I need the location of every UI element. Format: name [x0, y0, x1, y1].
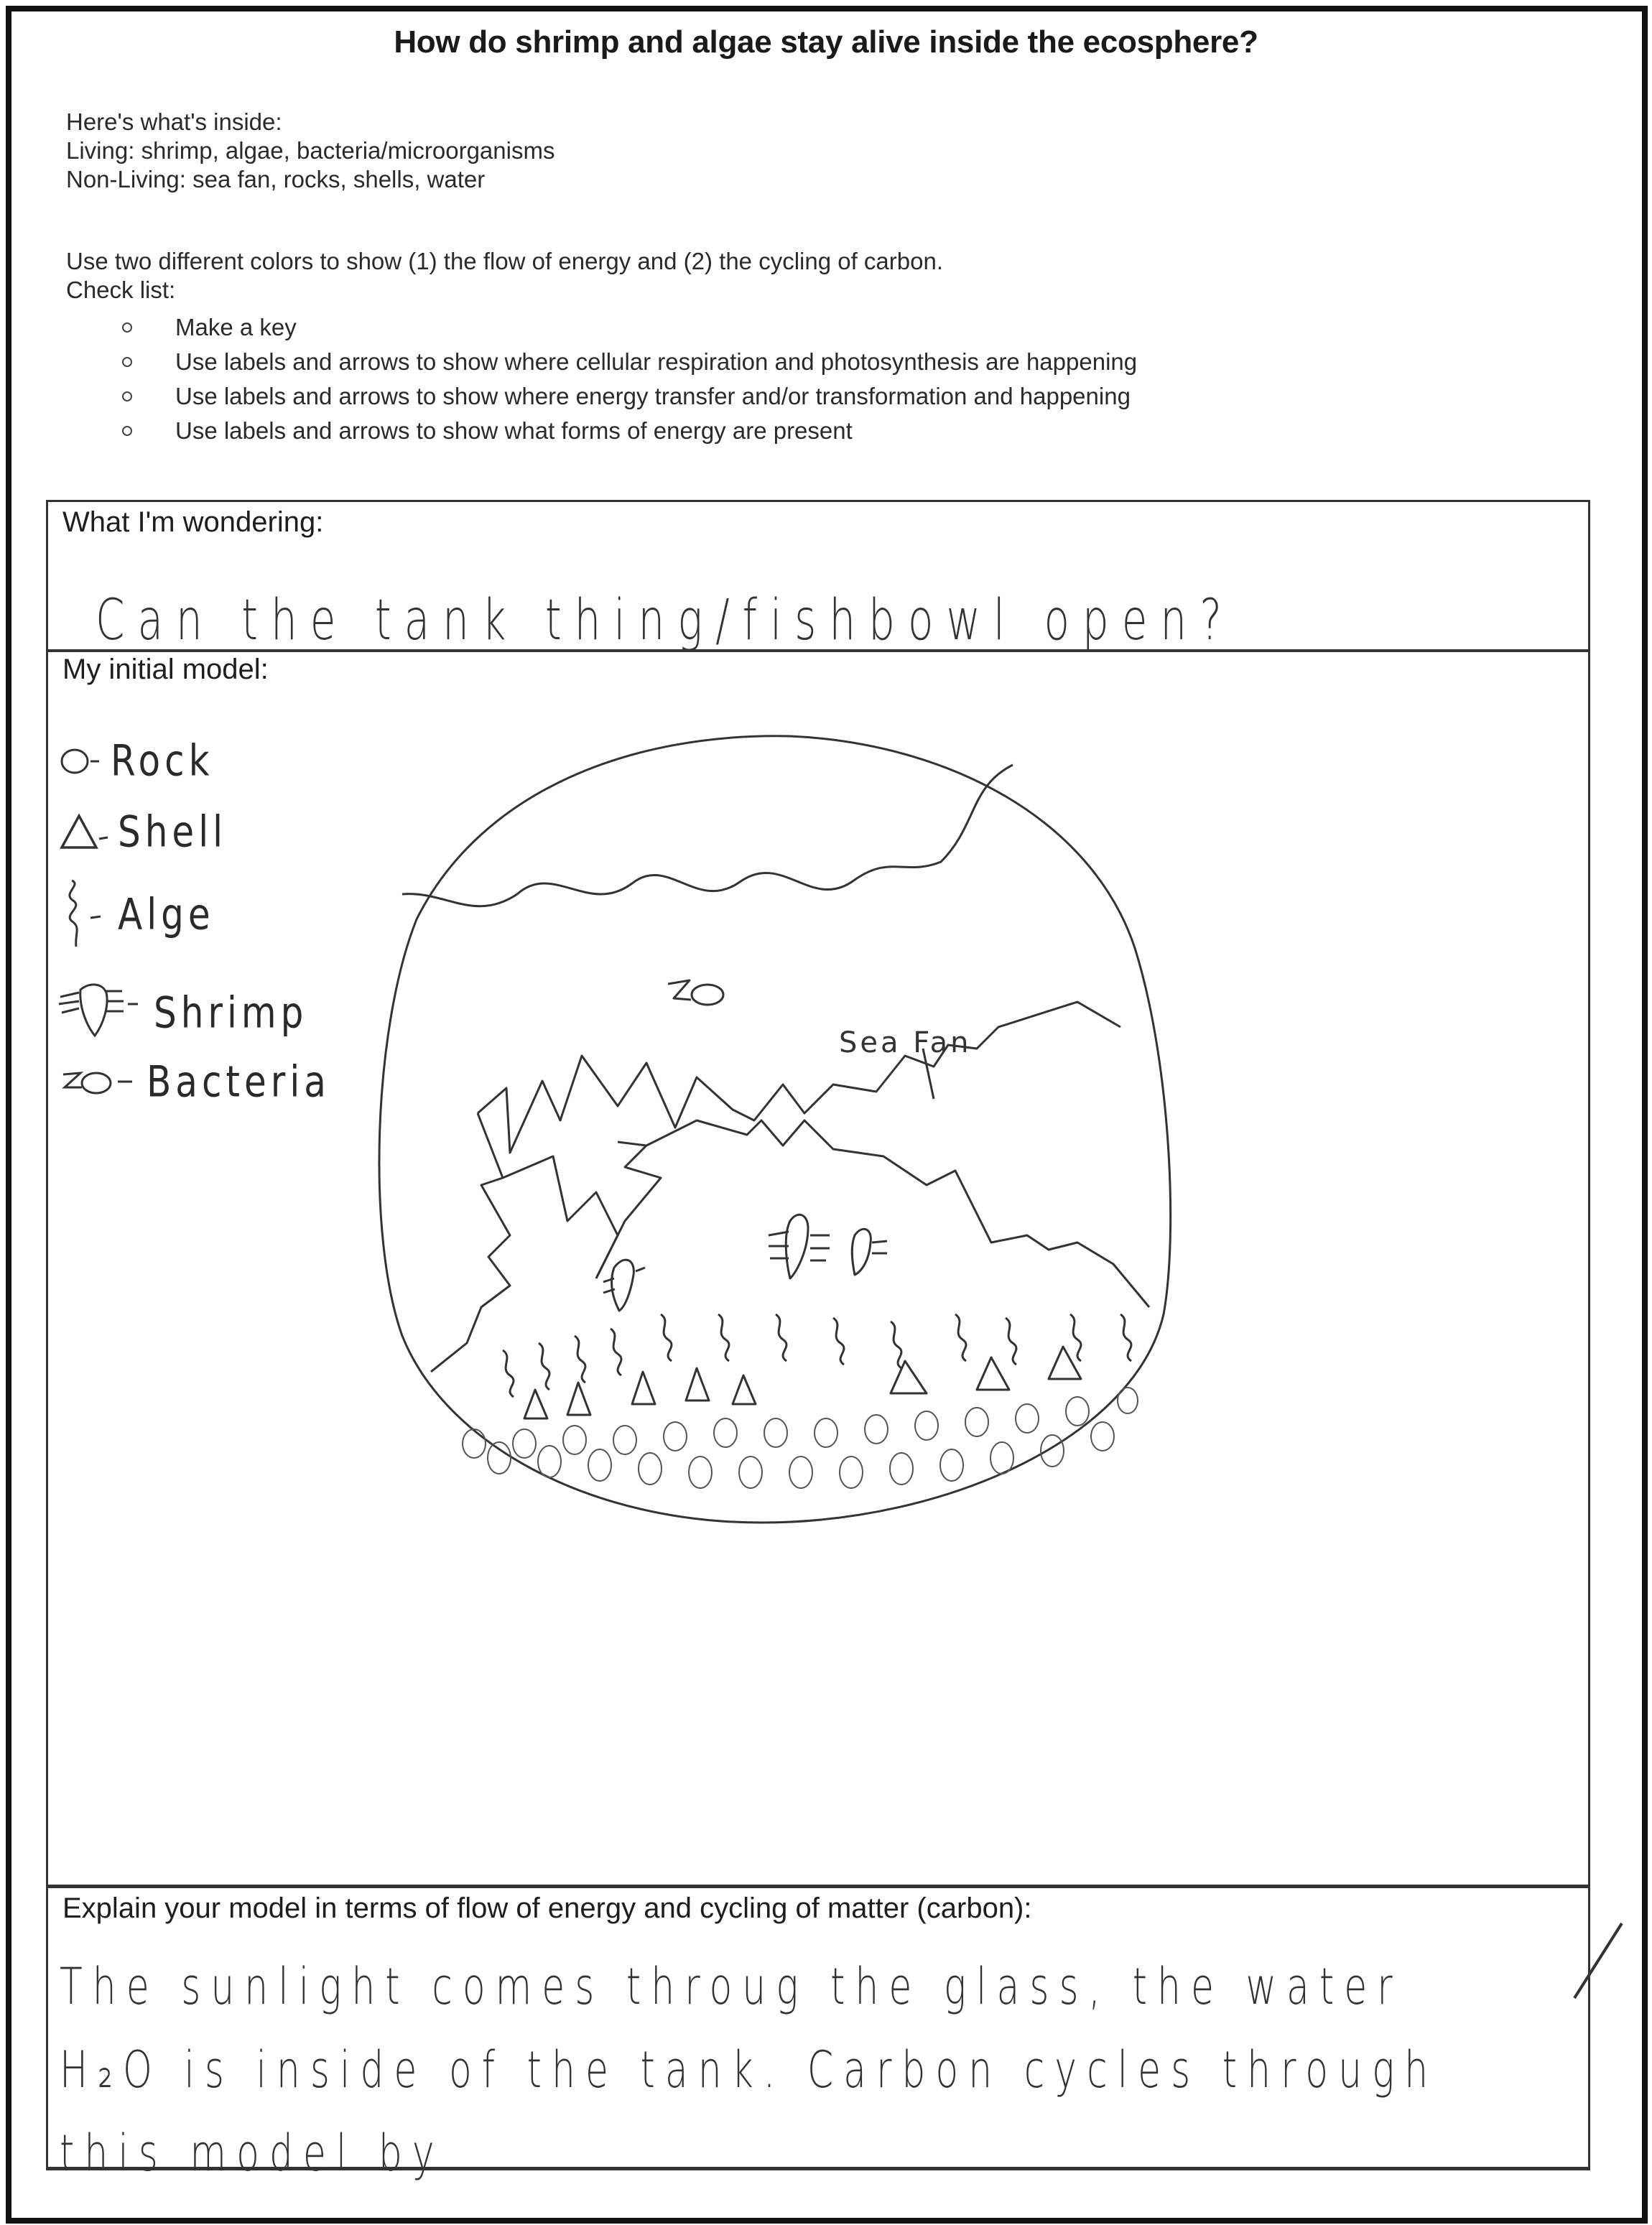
wondering-answer-handwriting: Can the tank thing/fishbowl open? [96, 587, 1235, 653]
key-item-algae: Alge [57, 875, 215, 954]
wondering-label: What I'm wondering: [62, 506, 324, 538]
hollow-bullet-icon [122, 426, 132, 436]
shrimp-icon [57, 977, 144, 1049]
living-list: Living: shrimp, algae, bacteria/microorganisms [66, 137, 555, 164]
algae-squiggle-icon [57, 875, 108, 954]
checklist-item: Use labels and arrows to show where energy transfer and/or transformation and happening [122, 379, 1137, 414]
key-item-shell: Shell [57, 810, 227, 853]
intro-heading: Here's what's inside: [66, 108, 282, 135]
key-item-rock: Rock [57, 740, 214, 781]
globe-outline [379, 736, 1171, 1523]
rock-circle-icon [57, 743, 101, 779]
checklist-item: Make a key [122, 310, 1137, 345]
key-item-bacteria: Bacteria [57, 1060, 330, 1103]
explain-line: H₂O is inside of the tank. Carbon cycles through [60, 2041, 1439, 2100]
water-surface-line [402, 765, 1013, 906]
checklist-item: Use labels and arrows to show where cellular respiration and photosynthesis are happening [122, 345, 1137, 379]
hollow-bullet-icon [122, 391, 132, 401]
wondering-box[interactable] [46, 500, 1590, 652]
bacteria-icon [57, 1060, 136, 1103]
sea-fan-outline [478, 1002, 1120, 1153]
checklist-heading: Check list: [66, 277, 176, 303]
checklist-item: Use labels and arrows to show what forms of energy are present [122, 414, 1137, 448]
instructions-section [66, 247, 943, 305]
explain-line: The sunlight comes throug the glass, the water [60, 1958, 1403, 2017]
explain-answer-handwriting [60, 1946, 1438, 2196]
explain-line: this model by [60, 2124, 445, 2183]
colors-instruction: Use two different colors to show (1) the flow of energy and (2) the cycling of carbon. [66, 248, 943, 274]
explain-label: Explain your model in terms of flow of energy and cycling of matter (carbon): [62, 1892, 1032, 1924]
checkmark-icon [1572, 1919, 1629, 2005]
hollow-bullet-icon [122, 322, 132, 333]
ecosphere-drawing [359, 718, 1221, 1544]
checklist [122, 310, 1137, 448]
explain-box[interactable] [46, 1885, 1590, 2183]
non-living-list: Non-Living: sea fan, rocks, shells, water [66, 166, 486, 192]
worksheet-title: How do shrimp and algae stay alive inside the ecosphere? [394, 24, 1258, 60]
key-item-shrimp: Shrimp [57, 977, 307, 1049]
sea-fan-label: Sea Fan [839, 1026, 972, 1059]
initial-model-label: My initial model: [62, 654, 269, 685]
intro-section [66, 108, 554, 194]
shell-triangle-icon [57, 810, 108, 853]
hollow-bullet-icon [122, 357, 132, 367]
